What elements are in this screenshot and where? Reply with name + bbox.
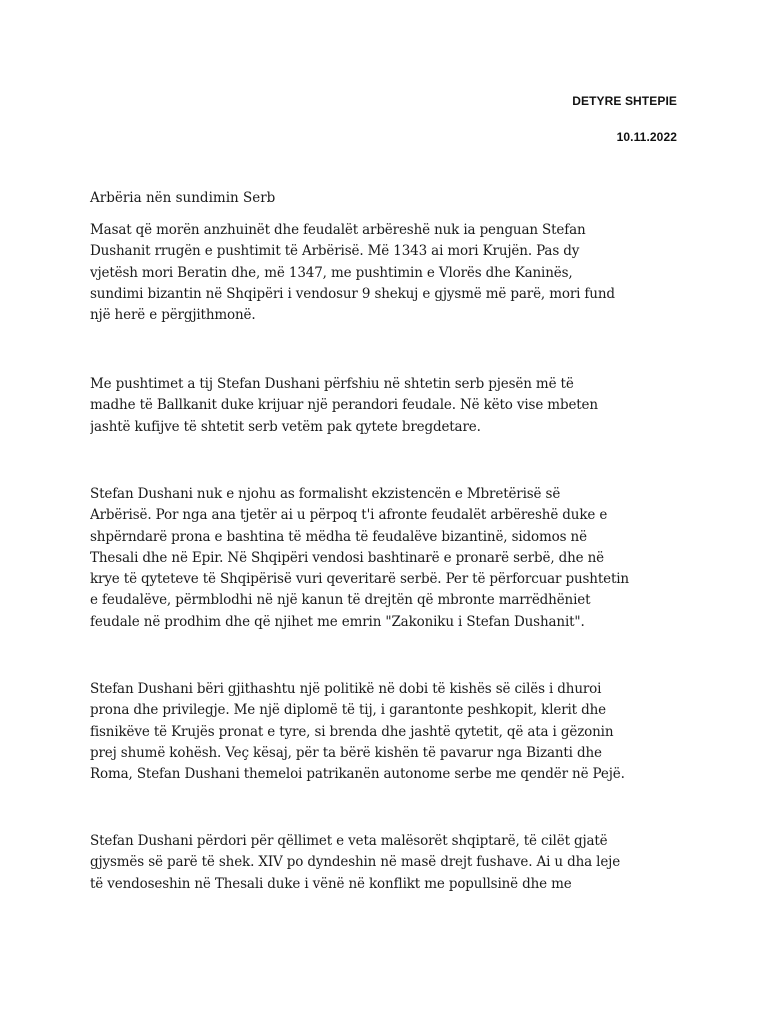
text-line: Arbërisë. Por nga ana tjetër ai u përpoq t'i afronte feudalët arbëreshë duke e	[90, 507, 608, 524]
text-line: fisnikëve të Krujës pronat e tyre, si brenda dhe jashtë qytetit, që ata i gëzonin	[90, 723, 614, 740]
text-line: shpërndarë prona e bashtina të mëdha të feudalëve bizantinë, sidomos në	[90, 528, 587, 545]
paragraph-1	[90, 220, 690, 326]
text-line: Dushanit rrugën e pushtimit të Arbërisë. Më 1343 ai mori Krujën. Pas dy	[90, 243, 580, 260]
text-line: sundimi bizantin në Shqipëri i vendosur 9 shekuj e gjysmë më parë, mori fund	[90, 285, 615, 302]
text-line: Roma, Stefan Dushani themeloi patrikanën autonome serbe me qendër në Pejë.	[90, 766, 625, 783]
paragraph-5	[90, 831, 690, 895]
text-line: feudale në prodhim dhe që njihet me emrin "Zakoniku i Stefan Dushanit".	[90, 613, 585, 630]
header-date: 10.11.2022	[616, 130, 677, 144]
text-line: të vendoseshin në Thesali duke i vënë në konflikt me popullsinë dhe me	[90, 875, 572, 892]
text-line: Stefan Dushani bëri gjithashtu një politikë në dobi të kishës së cilës i dhuroi	[90, 681, 602, 697]
text-line: vjetësh mori Beratin dhe, më 1347, me pushtimin e Vlorës dhe Kaninës,	[90, 264, 573, 281]
text-line: madhe të Ballkanit duke krijuar një perandori feudale. Në këto vise mbeten	[90, 397, 598, 414]
header-title: DETYRE SHTEPIE	[572, 94, 677, 108]
text-line: një herë e përgjithmonë.	[90, 307, 256, 324]
document-title: Arbëria nën sundimin Serb	[90, 190, 276, 206]
text-line: Me pushtimet a tij Stefan Dushani përfshiu në shtetin serb pjesën më të	[90, 376, 574, 392]
text-line: Stefan Dushani nuk e njohu as formalisht ekzistencën e Mbretërisë së	[90, 486, 561, 502]
text-line: prona dhe privilegje. Me një diplomë të tij, i garantonte peshkopit, klerit dhe	[90, 702, 606, 719]
text-line: krye të qyteteve të Shqipërisë vuri qeveritarë serbë. Per të përforcuar pushtetin	[90, 571, 629, 588]
paragraph-3	[90, 484, 690, 633]
text-line: Stefan Dushani përdori për qëllimet e veta malësorët shqiptarë, të cilët gjatë	[90, 833, 608, 849]
text-line: jashtë kufijve të shtetit serb vetëm pak qytete bregdetare.	[90, 418, 481, 435]
paragraph-4	[90, 679, 690, 785]
text-line: Thesali dhe në Epir. Në Shqipëri vendosi bashtinarë e pronarë serbë, dhe në	[90, 549, 605, 566]
paragraph-2	[90, 374, 690, 438]
text-line: prej shumë kohësh. Veç kësaj, për ta bërë kishën të pavarur nga Bizanti dhe	[90, 744, 602, 761]
text-line: Masat që morën anzhuinët dhe feudalët arbëreshë nuk ia penguan Stefan	[90, 222, 586, 238]
text-line: gjysmës së parë të shek. XIV po dyndeshin në masë drejt fushave. Ai u dha leje	[90, 854, 621, 871]
text-line: e feudalëve, përmblodhi në një kanun të drejtën që mbronte marrëdhëniet	[90, 592, 591, 609]
